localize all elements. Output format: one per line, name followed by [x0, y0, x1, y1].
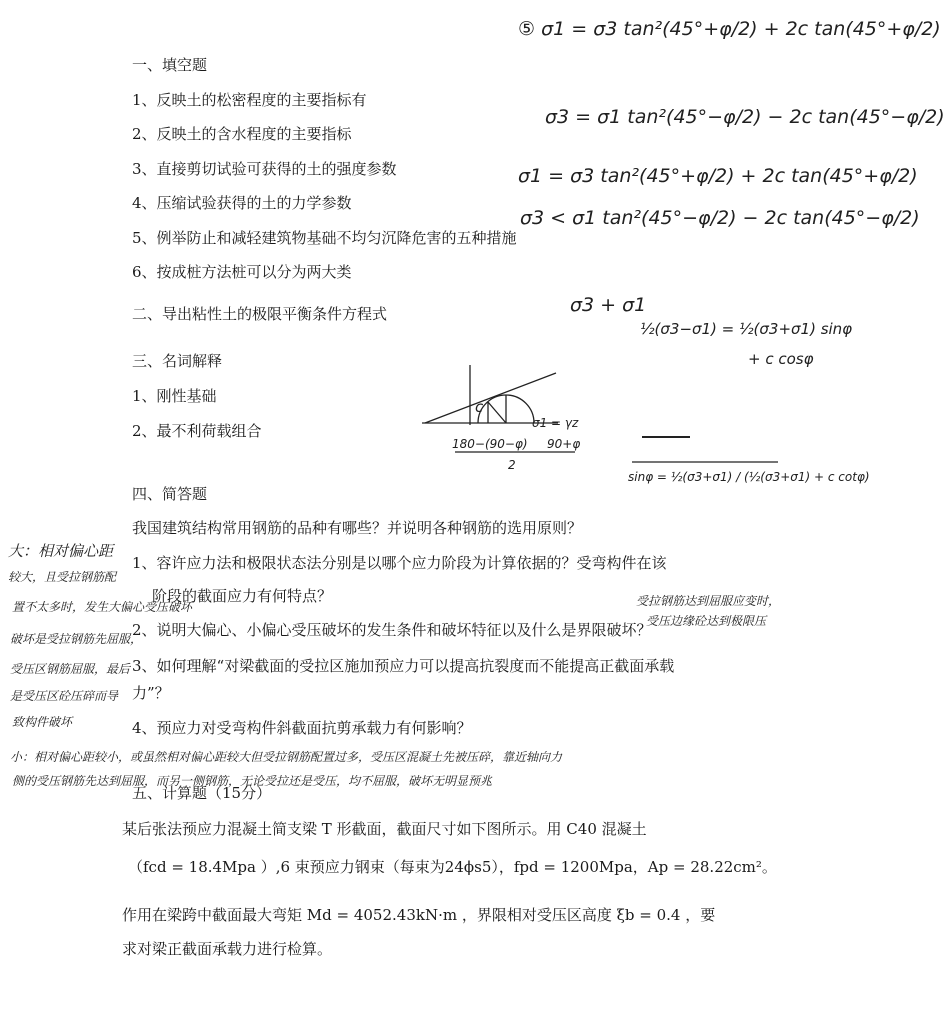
- handwritten-answer-line: 大：相对偏心距: [8, 542, 114, 560]
- problem-line2: （fcd = 18.4Mpa ）,6 束预应力钢束（每束为24ϕs5），fpd = 1200Mpa，Ap = 28.22cm²。: [128, 858, 777, 876]
- handwritten-formula-6a: ½(σ3−σ1) = ½(σ3+σ1) sinφ: [640, 320, 853, 338]
- question-item: 4、压缩试验获得的土的力学参数: [132, 194, 352, 212]
- handwritten-answer-line: 较大，且受拉钢筋配: [8, 570, 117, 584]
- question-1-line2: 阶段的截面应力有何特点？: [152, 587, 333, 605]
- question-intro: 我国建筑结构常用钢筋的品种有哪些？并说明各种钢筋的选用原则？: [132, 519, 583, 537]
- section2-title: 二、导出粘性土的极限平衡条件方程式: [132, 305, 388, 323]
- handwritten-note-line: 受压边缘砼达到极限压: [646, 614, 767, 628]
- diagram-fraction-2: 90+φ: [547, 437, 581, 451]
- question-2: 2、说明大偏心、小偏心受压破坏的发生条件和破坏特征以及什么是界限破坏？: [132, 621, 652, 639]
- question-3-line1: 3、如何理解“对梁截面的受拉区施加预应力可以提高抗裂度而不能提高正截面承载: [132, 657, 675, 675]
- handwritten-answer-line: 置不太多时，发生大偏心受压破坏: [12, 600, 193, 614]
- handwritten-formula-6b: + c cosφ: [748, 350, 814, 368]
- section4-title: 四、简答题: [132, 485, 208, 503]
- problem-line4: 求对梁正截面承载力进行检算。: [122, 940, 333, 958]
- question-item: 5、例举防止和减轻建筑物基础不均匀沉降危害的五种措施: [132, 229, 517, 247]
- handwritten-answer-line: 小：相对偏心距较小，或虽然相对偏心距较大但受拉钢筋配置过多，受压区混凝土先被压碎，靠近轴向力: [10, 750, 563, 764]
- diagram-fraction-1: 180−(90−φ): [452, 437, 528, 451]
- handwritten-note-line: 受拉钢筋达到屈服应变时，: [636, 594, 781, 608]
- term-item: 1、刚性基础: [132, 387, 217, 405]
- question-1-line1: 1、容许应力法和极限状态法分别是以哪个应力阶段为计算依据的？受弯构件在该: [132, 554, 667, 572]
- handwritten-formula-5: σ3 + σ1: [570, 294, 647, 316]
- term-item: 2、最不利荷载组合: [132, 422, 262, 440]
- problem-line3: 作用在梁跨中截面最大弯矩 Md = 4052.43kN·m ，界限相对受压区高度 ξb = 0.4 ，要: [122, 906, 716, 924]
- question-item: 2、反映土的含水程度的主要指标: [132, 125, 352, 143]
- handwritten-formula-3: σ1 = σ3 tan²(45°+φ/2) + 2c tan(45°+φ/2): [518, 165, 918, 187]
- handwritten-formula-1: ⑤ σ1 = σ3 tan²(45°+φ/2) + 2c tan(45°+φ/2): [518, 18, 941, 40]
- section1-title: 一、填空题: [132, 56, 208, 74]
- handwritten-formula-4: σ3 < σ1 tan²(45°−φ/2) − 2c tan(45°−φ/2): [520, 207, 920, 229]
- diagram-c-label: c: [475, 398, 484, 416]
- diagram-sigma-label: σ1 = γz: [532, 416, 579, 430]
- problem-line1: 某后张法预应力混凝土简支梁 T 形截面，截面尺寸如下图所示。用 C40 混凝土: [122, 820, 647, 838]
- handwritten-answer-line: 是受压区砼压碎而导: [10, 689, 119, 703]
- handwritten-formula-2: σ3 = σ1 tan²(45°−φ/2) − 2c tan(45°−φ/2): [545, 106, 945, 128]
- section5-title: 五、计算题（15分）: [132, 784, 272, 802]
- handwritten-answer-line: 致构件破坏: [12, 715, 73, 729]
- handwritten-answer-line: 侧的受压钢筋先达到屈服，而另一侧钢筋，无论受拉还是受压，均不屈服，破坏无明显预兆: [12, 774, 493, 788]
- question-item: 3、直接剪切试验可获得的土的强度参数: [132, 160, 397, 178]
- question-4: 4、预应力对受弯构件斜截面抗剪承载力有何影响？: [132, 719, 472, 737]
- handwritten-formula-7: sinφ = ½(σ3+σ1) / (½(σ3+σ1) + c cotφ): [628, 470, 870, 484]
- diagram-radius: [488, 402, 506, 423]
- handwritten-answer-line: 破坏是受拉钢筋先屈服，: [10, 632, 143, 646]
- diagram-denominator: 2: [508, 458, 516, 472]
- section3-title: 三、名词解释: [132, 352, 223, 370]
- question-item: 6、按成桩方法桩可以分为两大类: [132, 263, 352, 281]
- question-3-line2: 力”？: [132, 684, 170, 702]
- question-item: 1、反映土的松密程度的主要指标有: [132, 91, 367, 109]
- handwritten-answer-line: 受压区钢筋屈服，最后: [10, 662, 131, 676]
